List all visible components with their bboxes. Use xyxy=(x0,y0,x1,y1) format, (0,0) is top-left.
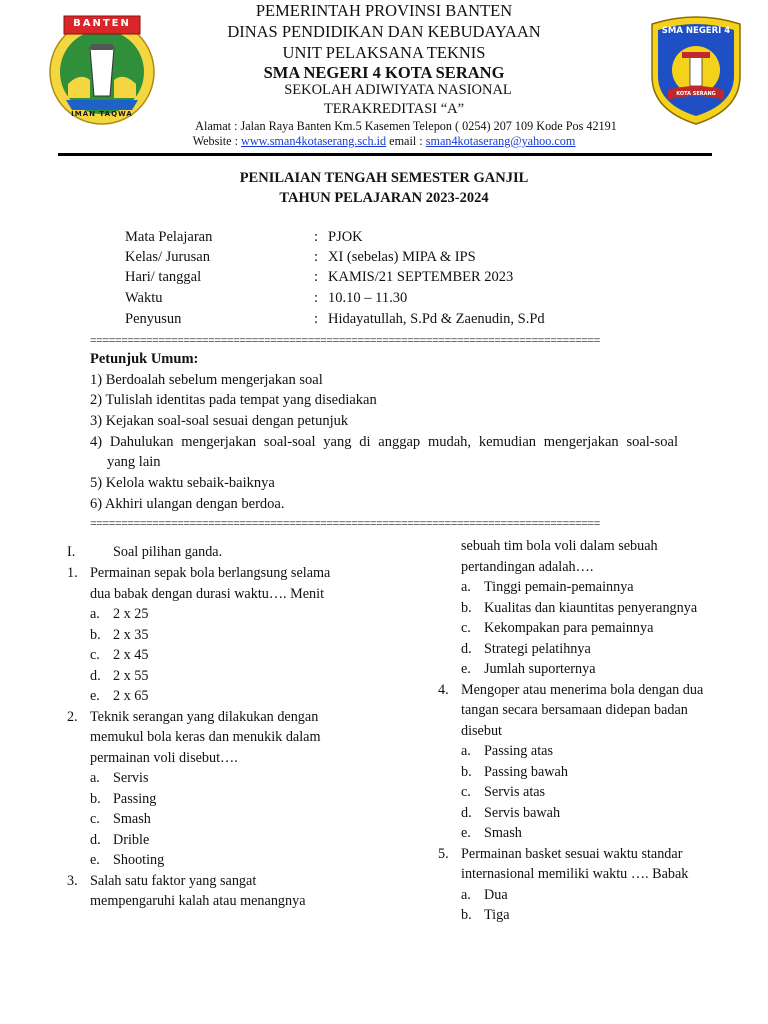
option-text: Drible xyxy=(113,831,150,848)
identity-label: Hari/ tanggal xyxy=(125,269,202,285)
option-text: 2 x 35 xyxy=(113,626,149,643)
option-text: Servis atas xyxy=(484,784,546,800)
option-letter: b. xyxy=(461,599,472,616)
letterhead-address: Alamat : Jalan Raya Banten Km.5 Kasemen Telepon ( 0254) 207 109 Kode Pos 42191 xyxy=(195,119,617,133)
option-text: Servis bawah xyxy=(484,804,561,821)
option-text: Passing bawah xyxy=(484,763,568,780)
option-letter: a. xyxy=(461,886,471,903)
option-letter: c. xyxy=(461,784,471,800)
option-letter: e. xyxy=(90,688,100,704)
option-text: Passing atas xyxy=(484,743,553,759)
option-text: Jumlah suporternya xyxy=(484,661,596,677)
exam-year: TAHUN PELAJARAN 2023-2024 xyxy=(279,190,489,206)
question-text: pertandingan adalah…. xyxy=(461,558,594,575)
question-text: memukul bola keras dan menukik dalam xyxy=(90,729,321,745)
option-text: 2 x 55 xyxy=(113,667,149,684)
question-number: 4. xyxy=(438,681,449,698)
question-text: internasional memiliki waktu …. Babak xyxy=(461,866,689,882)
letterhead-adiwiyata: SEKOLAH ADIWIYATA NASIONAL xyxy=(284,82,512,98)
website-link[interactable]: www.sman4kotaserang.sch.id xyxy=(241,134,387,148)
letterhead-school: SMA NEGERI 4 KOTA SERANG xyxy=(263,63,505,82)
option-letter: d. xyxy=(90,667,101,684)
question-text: Permainan basket sesuai waktu standar xyxy=(461,845,683,862)
school-logo-city: KOTA SERANG xyxy=(676,91,716,97)
school-logo-text: SMA NEGERI 4 xyxy=(661,26,731,36)
letterhead-rule xyxy=(58,153,712,156)
option-letter: b. xyxy=(90,790,101,807)
instruction-item: 2) Tulislah identitas pada tempat yang disediakan xyxy=(90,392,377,408)
question-text: tangan secara bersamaan didepan badan xyxy=(461,702,688,718)
instruction-item: 5) Kelola waktu sebaik-baiknya xyxy=(90,475,275,491)
question-number: 1. xyxy=(67,565,78,581)
question-number: 3. xyxy=(67,872,78,889)
option-letter: d. xyxy=(461,640,472,657)
instruction-item-continued: yang lain xyxy=(107,454,161,470)
question-number: 2. xyxy=(67,708,78,725)
letterhead-akreditasi: TERAKREDITASI “A” xyxy=(323,101,465,117)
instruction-item: 4) Dahulukan mengerjakan soal-soal yang di anggap mudah, kemudian mengerjakan soal-soal xyxy=(90,434,678,450)
identity-value: PJOK xyxy=(328,229,363,245)
identity-value: Hidayatullah, S.Pd & Zaenudin, S.Pd xyxy=(328,311,545,327)
colon: : xyxy=(314,311,319,327)
option-text: 2 x 25 xyxy=(113,606,149,622)
option-letter: c. xyxy=(90,811,100,827)
question-number: 5. xyxy=(438,845,449,862)
identity-value: KAMIS/21 SEPTEMBER 2023 xyxy=(328,269,514,285)
identity-label: Waktu xyxy=(125,290,163,306)
identity-label: Penyusun xyxy=(125,311,182,327)
option-text: Servis xyxy=(113,770,149,786)
option-text: Kekompakan para pemainnya xyxy=(484,620,654,636)
question-text: Mengoper atau menerima bola dengan dua xyxy=(461,681,704,698)
option-letter: d. xyxy=(461,804,472,821)
website-label: Website : xyxy=(192,134,242,148)
option-letter: b. xyxy=(461,907,472,923)
colon: : xyxy=(314,229,319,245)
email-link[interactable]: sman4kotaserang@yahoo.com xyxy=(425,134,576,148)
colon: : xyxy=(314,290,319,306)
letterhead-dinas: DINAS PENDIDIKAN DAN KEBUDAYAAN xyxy=(227,22,541,41)
letterhead-province: PEMERINTAH PROVINSI BANTEN xyxy=(255,1,513,20)
option-letter: c. xyxy=(461,620,471,636)
option-letter: d. xyxy=(90,831,101,848)
option-text: Tinggi pemain-pemainnya xyxy=(484,579,634,595)
question-text: sebuah tim bola voli dalam sebuah xyxy=(461,538,658,554)
section-title: Soal pilihan ganda. xyxy=(113,544,223,560)
option-text: Smash xyxy=(484,825,522,841)
identity-value: XI (sebelas) MIPA & IPS xyxy=(328,249,476,265)
question-text: Salah satu faktor yang sangat xyxy=(90,872,257,889)
instruction-item: 3) Kejakan soal-soal sesuai dengan petunjuk xyxy=(90,413,349,429)
separator-line: ================================================================================== xyxy=(90,516,600,530)
question-text: Permainan sepak bola berlangsung selama xyxy=(90,565,331,581)
banten-logo-text: BANTEN xyxy=(73,18,131,29)
option-text: Shooting xyxy=(113,852,165,868)
identity-value: 10.10 – 11.30 xyxy=(328,290,408,306)
option-letter: b. xyxy=(90,626,101,643)
option-text: 2 x 65 xyxy=(113,688,149,704)
exam-title: PENILAIAN TENGAH SEMESTER GANJIL xyxy=(239,170,529,186)
question-text: dua babak dengan durasi waktu…. Menit xyxy=(90,585,325,602)
identity-label: Kelas/ Jurusan xyxy=(125,249,210,265)
instruction-item: 1) Berdoalah sebelum mengerjakan soal xyxy=(90,372,323,388)
question-text: disebut xyxy=(461,722,502,739)
letterhead-contact xyxy=(0,134,768,149)
letterhead-upt: UNIT PELAKSANA TEKNIS xyxy=(282,43,486,62)
option-letter: a. xyxy=(90,606,100,622)
option-text: Tiga xyxy=(484,907,510,923)
colon: : xyxy=(314,249,319,265)
option-letter: a. xyxy=(461,579,471,595)
option-text: Smash xyxy=(113,811,151,827)
option-text: 2 x 45 xyxy=(113,647,149,663)
option-letter: a. xyxy=(90,770,100,786)
identity-label: Mata Pelajaran xyxy=(125,229,213,245)
option-letter: b. xyxy=(461,763,472,780)
colon: : xyxy=(314,269,319,285)
question-text: permainan voli disebut…. xyxy=(90,749,238,766)
option-text: Passing xyxy=(113,790,157,807)
banten-motto: IMAN TAQWA xyxy=(71,110,133,118)
option-letter: e. xyxy=(90,852,100,868)
email-label: email : xyxy=(386,134,426,148)
option-letter: e. xyxy=(461,661,471,677)
section-number: I. xyxy=(67,544,76,560)
separator-line: ================================================================================== xyxy=(90,333,600,347)
instruction-item: 6) Akhiri ulangan dengan berdoa. xyxy=(90,496,285,512)
instructions-title: Petunjuk Umum: xyxy=(90,351,199,367)
option-letter: a. xyxy=(461,743,471,759)
question-text: Teknik serangan yang dilakukan dengan xyxy=(90,708,319,725)
option-text: Strategi pelatihnya xyxy=(484,640,591,657)
option-text: Dua xyxy=(484,886,508,903)
question-text: mempengaruhi kalah atau menangnya xyxy=(90,893,306,909)
option-text: Kualitas dan kiauntitas penyerangnya xyxy=(484,599,698,616)
option-letter: c. xyxy=(90,647,100,663)
option-letter: e. xyxy=(461,825,471,841)
